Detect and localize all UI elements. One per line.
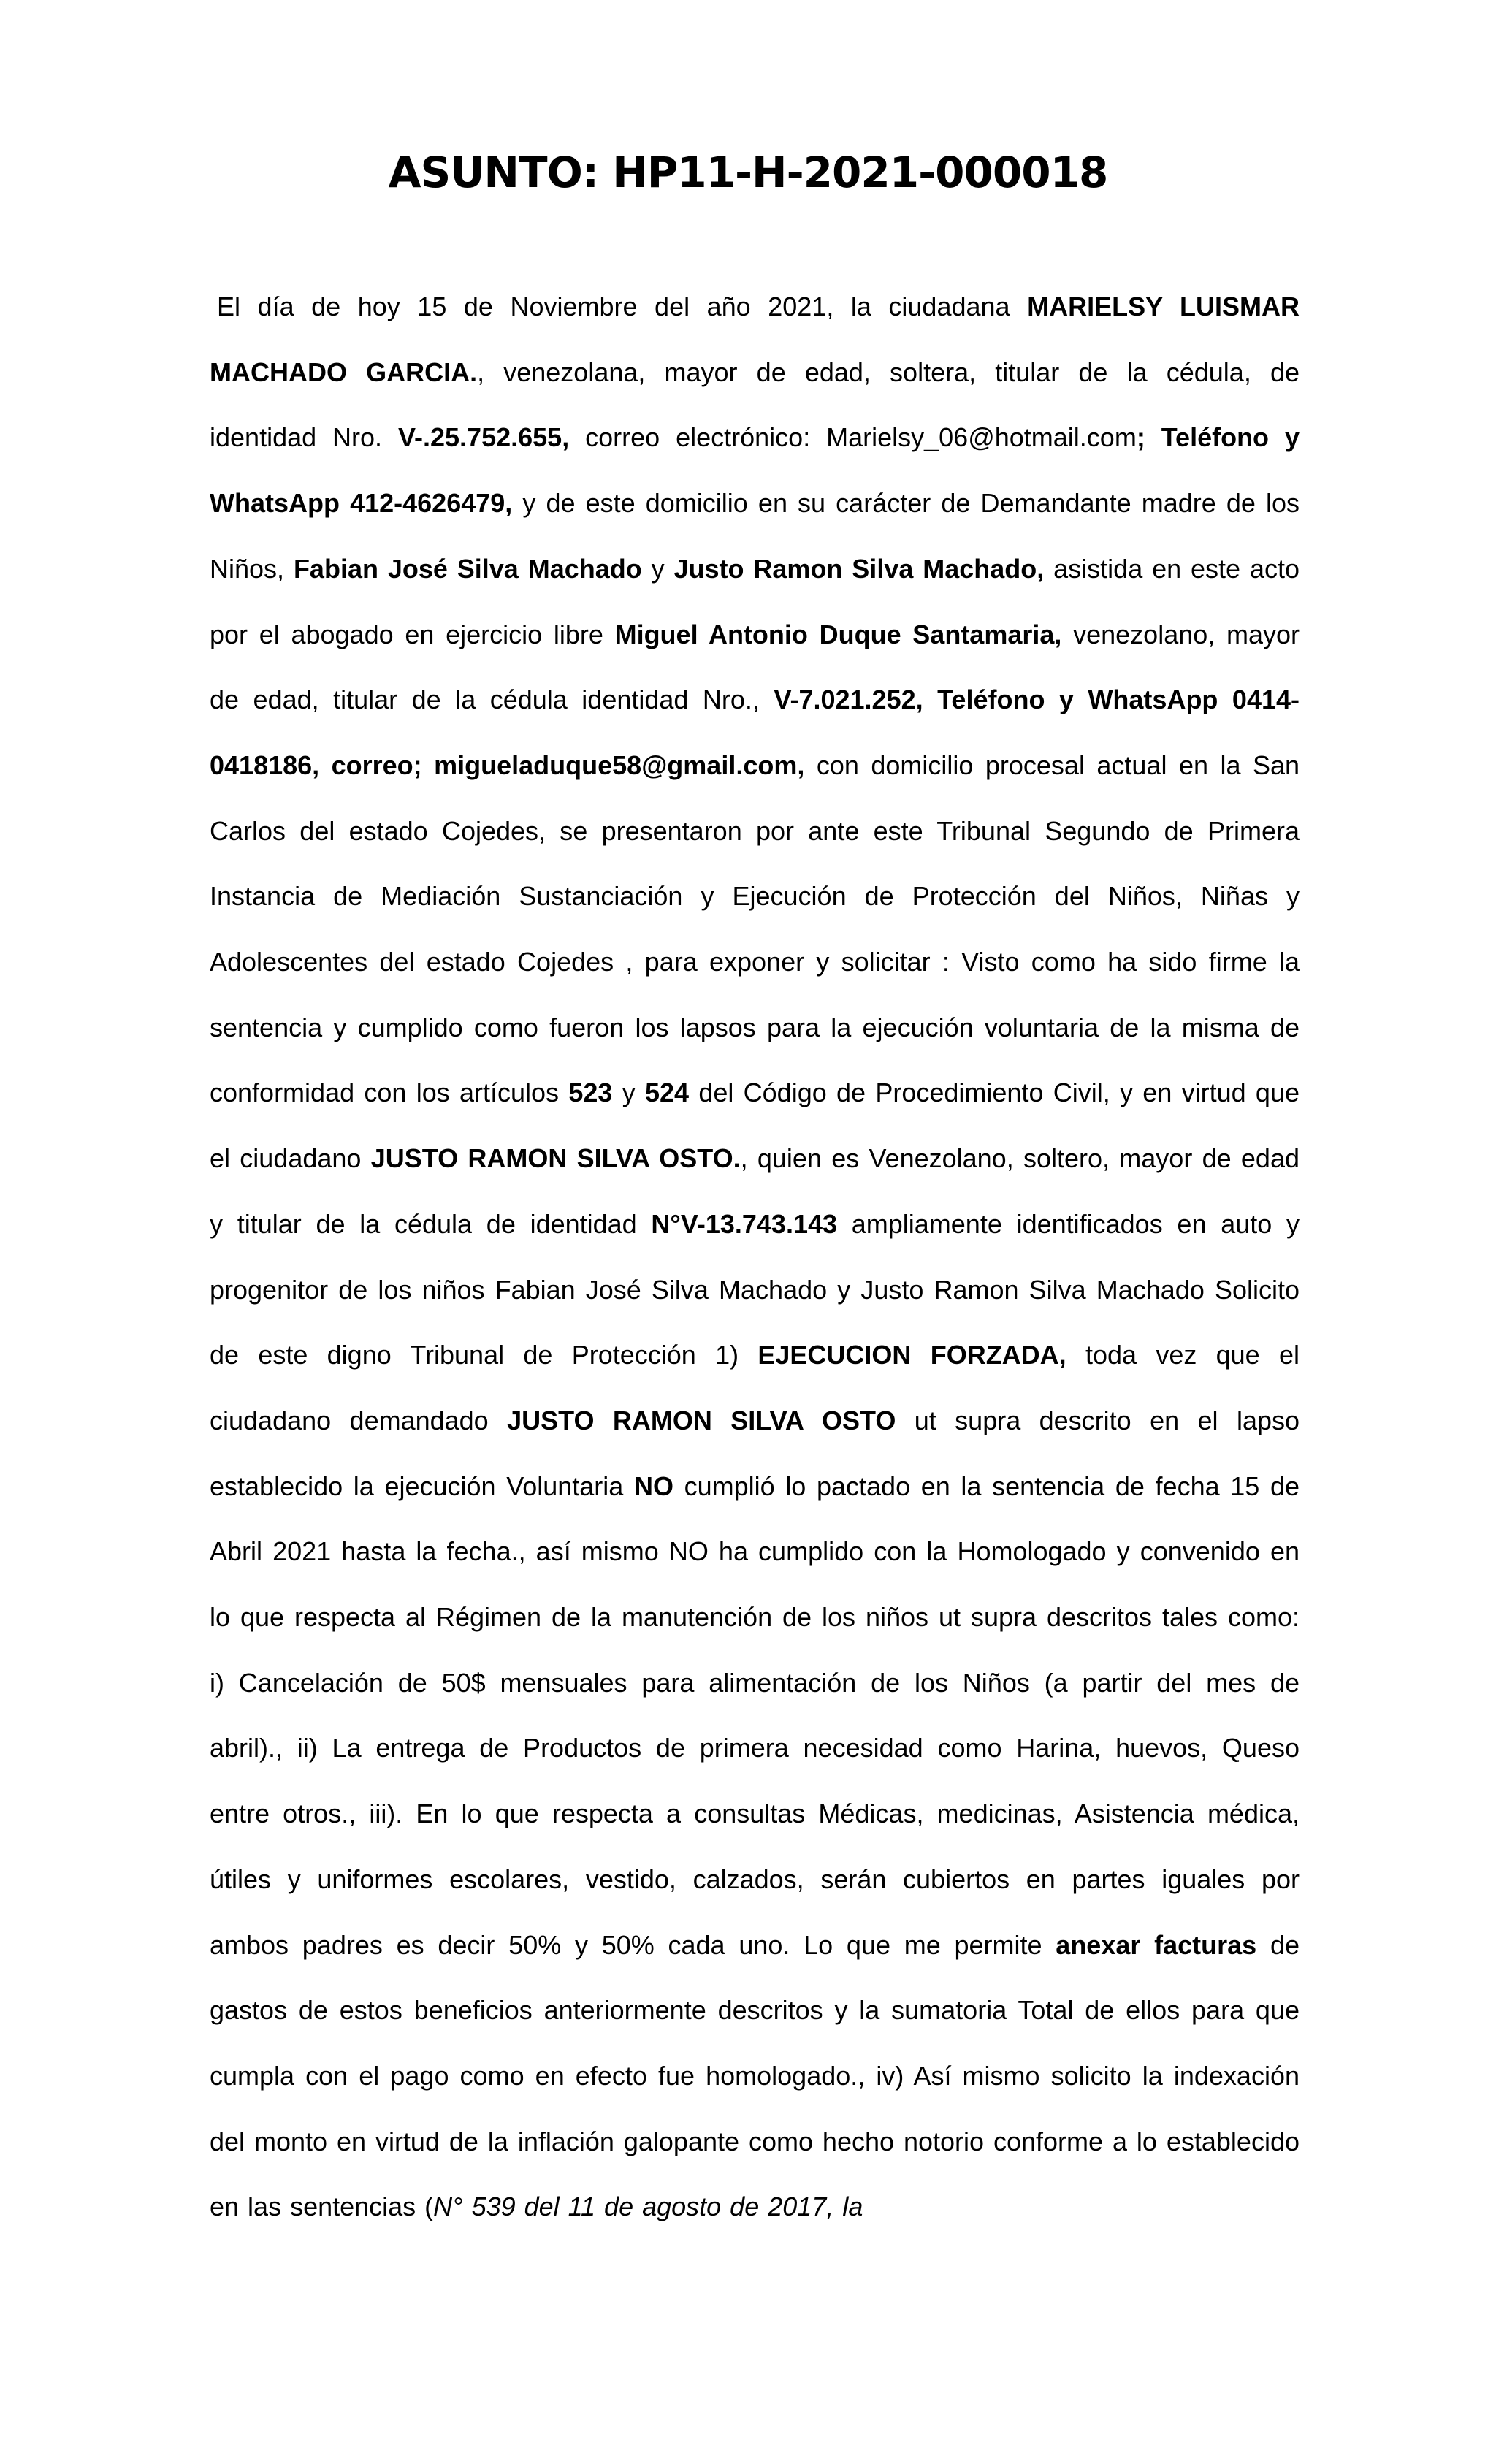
italic-text-run: N° 539 del 11 de agosto de 2017, la <box>433 2192 863 2222</box>
bold-text-run: anexar facturas <box>1056 1929 1257 1960</box>
text-run: , venezolana, mayor de edad, soltera, titular de la cédula, de identidad Nro. <box>210 356 1300 453</box>
text-run: y de este domicilio en su carácter de Demandante madre de los Niños, <box>210 488 1300 584</box>
bold-text-run: JUSTO RAMON SILVA OSTO. <box>370 1143 741 1174</box>
bold-text-run: Justo Ramon Silva Machado, <box>673 553 1045 584</box>
text-run: , quien es Venezolano, soltero, mayor de edad y titular de la cédula de identidad <box>210 1143 1300 1239</box>
bold-text-run: V-.25.752.655, <box>398 422 570 453</box>
body-paragraph <box>210 274 1300 2240</box>
text-run: asistida en este acto por el abogado en ejercicio libre <box>210 553 1300 649</box>
bold-text-run: Fabian José Silva Machado <box>293 553 642 584</box>
text-run: con domicilio procesal actual en la San Carlos del estado Cojedes, se presentaron por ante este Tribunal Segundo de Primera Instancia de Mediación Sustanciación y Ejecución de Protección del Niños, Niñas y Adolescentes del estado Cojedes , para exponer y solicitar : Visto como ha sido firme la sentencia y cumplido como fueron los lapsos para la ejecución voluntaria de la misma de conformidad con los artículos <box>210 750 1300 1108</box>
text-run: cumplió lo pactado en la sentencia de fecha 15 de Abril 2021 hasta la fecha., así mismo NO ha cumplido con la Homologado y convenido en lo que respecta al Régimen de la manutención de los niños ut supra descritos tales como: i) Cancelación de 50$ mensuales para alimentación de los Niños (a partir del mes de abril)., ii) La entrega de Productos de primera necesidad como Harina, huevos, Queso entre otros., iii). En lo que respecta a consultas Médicas, medicinas, Asistencia médica, útiles y uniformes escolares, vestido, calzados, serán cubiertos en partes iguales por ambos padres es decir 50% y 50% cada uno. Lo que me permite <box>210 1471 1300 1960</box>
bold-text-run: JUSTO RAMON SILVA OSTO <box>507 1405 896 1435</box>
bold-text-run: MARIELSY LUISMAR MACHADO GARCIA. <box>210 291 1300 387</box>
text-run: del Código de Procedimiento Civil, y en virtud que el ciudadano <box>210 1077 1300 1174</box>
bold-text-run: 524 <box>644 1077 690 1108</box>
text-run: toda vez que el ciudadano demandado <box>210 1340 1300 1435</box>
text-run: correo electrónico: Marielsy_06@hotmail.com <box>569 422 1137 453</box>
text-run: y <box>641 553 674 584</box>
bold-text-run: Miguel Antonio Duque Santamaria, <box>614 619 1062 649</box>
text-run: ampliamente identificados en auto y progenitor de los niños Fabian José Silva Machado y Justo Ramon Silva Machado Solicito de este digno Tribunal de Protección 1) <box>210 1208 1300 1370</box>
text-run: y <box>612 1077 645 1108</box>
text-run: ut supra descrito en el lapso establecido la ejecución Voluntaria <box>210 1405 1300 1501</box>
bold-text-run: ; Teléfono y WhatsApp 412-4626479, <box>210 422 1300 519</box>
bold-text-run: V-7.021.252, Teléfono y WhatsApp 0414-0418186, correo; migueladuque58@gmail.com, <box>210 684 1300 780</box>
text-run: El día de hoy 15 de Noviembre del año 2021, la ciudadana <box>217 291 1028 321</box>
bold-text-run: N°V-13.743.143 <box>651 1208 838 1239</box>
text-run: venezolano, mayor de edad, titular de la cédula identidad Nro., <box>210 619 1300 715</box>
bold-text-run: EJECUCION FORZADA, <box>757 1340 1066 1370</box>
bold-text-run: 523 <box>568 1077 613 1108</box>
bold-text-run: NO <box>633 1471 673 1501</box>
document-body <box>210 274 1300 2240</box>
document-title: ASUNTO: HP11-H-2021-000018 <box>388 148 1108 197</box>
text-run: de gastos de estos beneficios anteriormente descritos y la sumatoria Total de ellos para que cumpla con el pago como en efecto fue homologado., iv) Así mismo solicito la indexación del monto en virtud de la inflación galopante como hecho notorio conforme a lo establecido en las sentencias ( <box>210 1929 1300 2222</box>
